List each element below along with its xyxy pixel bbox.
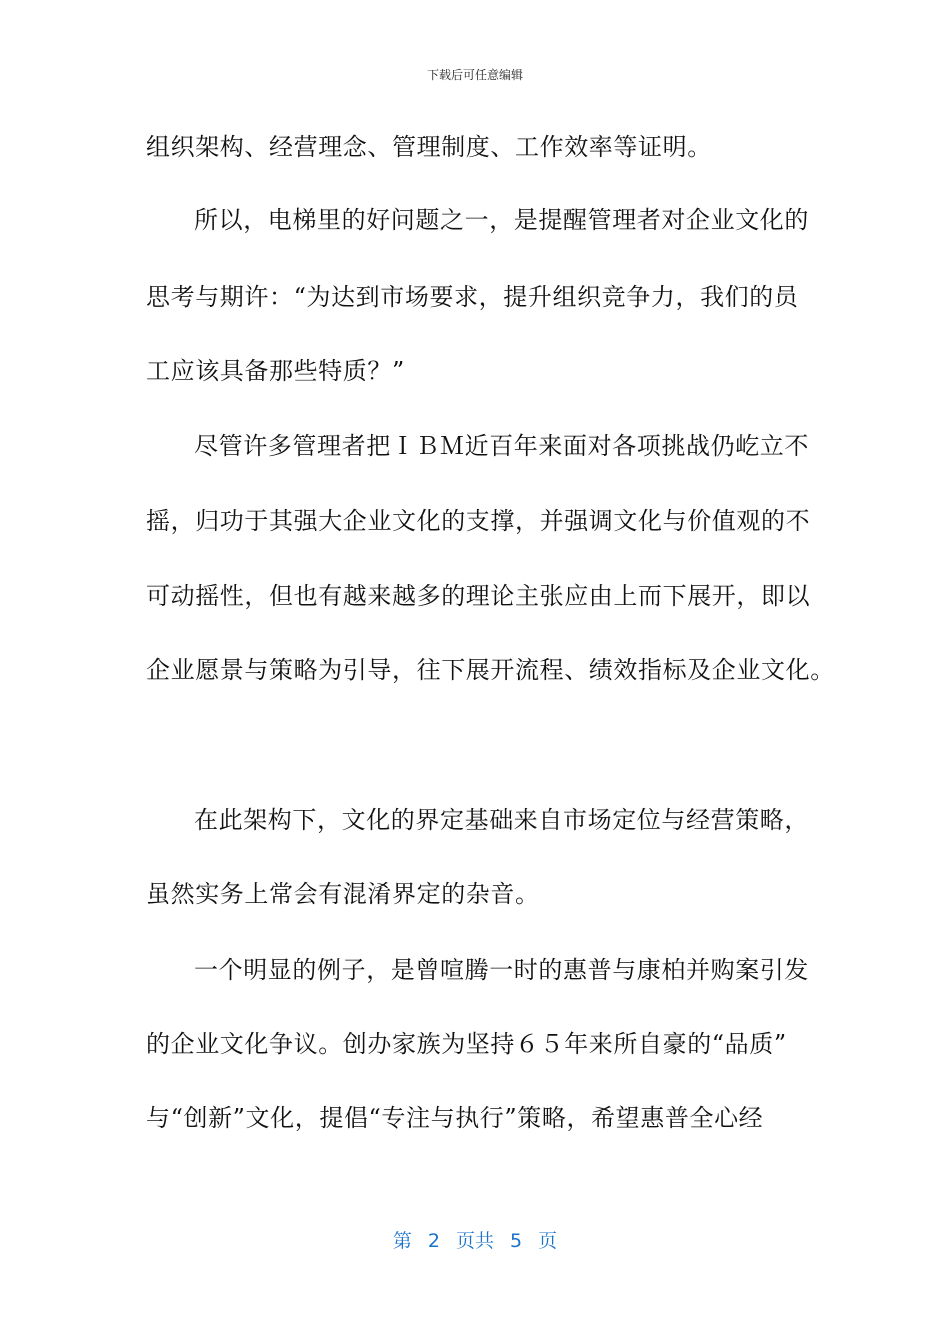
body-line-4: 工应该具备那些特质？” — [146, 357, 405, 385]
body-line-8: 企业愿景与策略为引导，往下展开流程、绩效指标及企业文化。 — [146, 656, 835, 684]
body-line-10: 虽然实务上常会有混淆界定的杂音。 — [146, 880, 540, 908]
body-line-6: 摇，归功于其强大企业文化的支撑，并强调文化与价值观的不 — [146, 507, 811, 535]
body-line-1: 组织架构、经营理念、管理制度、工作效率等证明。 — [146, 133, 712, 161]
footer-middle: 页共 — [455, 1230, 494, 1252]
footer-current-page: 2 — [427, 1230, 440, 1252]
body-line-2: 所以，电梯里的好问题之一，是提醒管理者对企业文化的 — [194, 206, 809, 234]
page-header: 下载后可任意编辑 — [426, 68, 523, 82]
body-line-13: 与“创新”文化，提倡“专注与执行”策略，希望惠普全心经 — [146, 1104, 764, 1132]
body-line-12: 的企业文化争议。创办家族为坚持６５年来所自豪的“品质” — [146, 1030, 787, 1058]
body-line-5: 尽管许多管理者把ＩＢＭ近百年来面对各项挑战仍屹立不 — [194, 432, 809, 460]
footer-total-pages: 5 — [510, 1230, 523, 1252]
footer-suffix: 页 — [538, 1230, 558, 1252]
page-number-footer — [0, 1226, 950, 1253]
footer-prefix: 第 — [392, 1230, 412, 1252]
body-line-3: 思考与期许：“为达到市场要求，提升组织竞争力，我们的员 — [146, 283, 799, 311]
body-line-9: 在此架构下，文化的界定基础来自市场定位与经营策略， — [194, 806, 809, 834]
body-line-11: 一个明显的例子，是曾喧腾一时的惠普与康柏并购案引发 — [194, 956, 809, 984]
body-line-7: 可动摇性，但也有越来越多的理论主张应由上而下展开，即以 — [146, 582, 811, 610]
